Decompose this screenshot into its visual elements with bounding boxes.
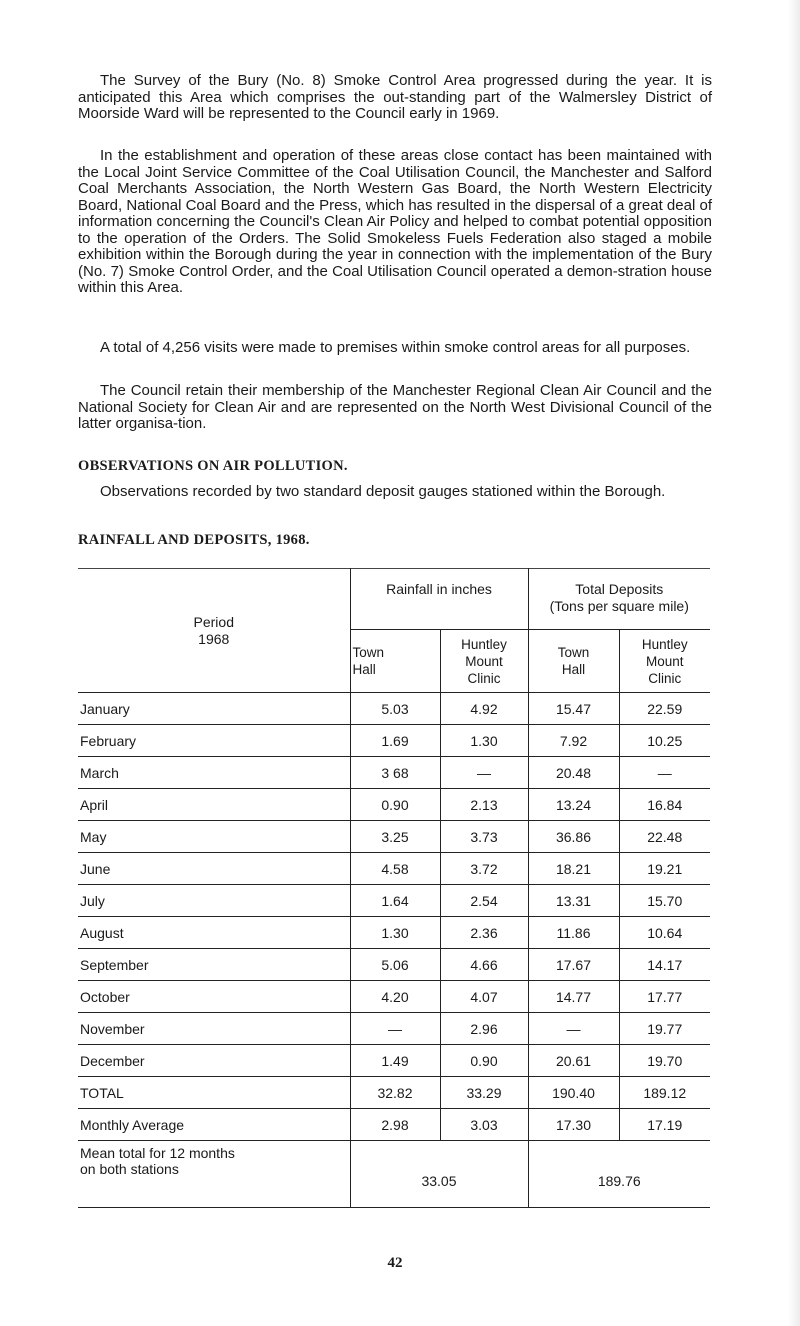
cell-dep-town-hall: 13.31	[528, 885, 619, 917]
cell-rain-huntley: 33.29	[440, 1077, 528, 1109]
cell-dep-town-hall: —	[528, 1013, 619, 1045]
header-period: Period 1968	[78, 569, 350, 693]
paragraph-observations: Observations recorded by two standard deposit gauges stationed within the Borough.	[100, 483, 666, 500]
cell-period: March	[78, 757, 350, 789]
cell-period: April	[78, 789, 350, 821]
subheader-dep-huntley: Huntley Mount Clinic	[619, 630, 710, 693]
cell-rain-huntley: 1.30	[440, 725, 528, 757]
subheader-rain-town-hall: Town Hall	[350, 630, 440, 693]
table-row	[78, 853, 710, 885]
table-header-row	[78, 569, 710, 630]
header-deposits: Total Deposits (Tons per square mile)	[528, 569, 710, 630]
cell-dep-huntley: 19.21	[619, 853, 710, 885]
cell-rain-town-hall: 1.69	[350, 725, 440, 757]
cell-dep-town-hall: 17.30	[528, 1109, 619, 1141]
header-rainfall: Rainfall in inches	[350, 569, 528, 630]
cell-dep-town-hall: 18.21	[528, 853, 619, 885]
paragraph-visits: A total of 4,256 visits were made to premises within smoke control areas for all purposes.	[100, 339, 691, 356]
cell-rain-huntley: 2.96	[440, 1013, 528, 1045]
cell-period: December	[78, 1045, 350, 1077]
cell-dep-town-hall: 15.47	[528, 693, 619, 725]
cell-rain-town-hall: 1.30	[350, 917, 440, 949]
cell-rain-town-hall: 32.82	[350, 1077, 440, 1109]
cell-dep-huntley: —	[619, 757, 710, 789]
cell-dep-town-hall: 11.86	[528, 917, 619, 949]
cell-dep-huntley: 22.59	[619, 693, 710, 725]
table-row	[78, 1077, 710, 1109]
rainfall-deposits-table	[78, 568, 710, 1208]
cell-period: January	[78, 693, 350, 725]
cell-period: August	[78, 917, 350, 949]
paragraph-membership: The Council retain their membership of the Manchester Regional Clean Air Council and the National Society for Clean Air and are represented on the North West Divisional Council of the latter organisa-tion.	[78, 382, 712, 432]
cell-dep-huntley: 22.48	[619, 821, 710, 853]
heading-rainfall: RAINFALL AND DEPOSITS, 1968.	[78, 532, 310, 548]
cell-rain-huntley: 4.07	[440, 981, 528, 1013]
cell-rain-town-hall: 0.90	[350, 789, 440, 821]
cell-dep-town-hall: 17.67	[528, 949, 619, 981]
cell-rain-town-hall: 1.64	[350, 885, 440, 917]
paragraph-survey: The Survey of the Bury (No. 8) Smoke Control Area progressed during the year. It is anticipated this Area which comprises the out-standing part of the Walmersley District of Moorside Ward will be represented to the Council early in 1969.	[78, 72, 712, 122]
mean-rainfall: 33.05	[350, 1141, 528, 1208]
cell-dep-huntley: 10.64	[619, 917, 710, 949]
cell-period: November	[78, 1013, 350, 1045]
cell-dep-huntley: 19.70	[619, 1045, 710, 1077]
cell-rain-town-hall: 3 68	[350, 757, 440, 789]
table-row	[78, 885, 710, 917]
table-row-mean	[78, 1141, 710, 1208]
cell-dep-town-hall: 13.24	[528, 789, 619, 821]
table-row	[78, 1109, 710, 1141]
mean-deposits: 189.76	[528, 1141, 710, 1208]
cell-dep-huntley: 17.19	[619, 1109, 710, 1141]
cell-rain-town-hall: 5.03	[350, 693, 440, 725]
subheader-dep-town-hall: Town Hall	[528, 630, 619, 693]
cell-rain-huntley: 2.36	[440, 917, 528, 949]
cell-period: May	[78, 821, 350, 853]
table-row	[78, 757, 710, 789]
cell-dep-huntley: 17.77	[619, 981, 710, 1013]
cell-dep-huntley: 16.84	[619, 789, 710, 821]
cell-period: TOTAL	[78, 1077, 350, 1109]
cell-rain-town-hall: 4.58	[350, 853, 440, 885]
cell-period: February	[78, 725, 350, 757]
table-row	[78, 1013, 710, 1045]
table-row	[78, 949, 710, 981]
cell-period: October	[78, 981, 350, 1013]
cell-dep-huntley: 15.70	[619, 885, 710, 917]
cell-period: Monthly Average	[78, 1109, 350, 1141]
table-row	[78, 789, 710, 821]
cell-dep-town-hall: 7.92	[528, 725, 619, 757]
cell-period: September	[78, 949, 350, 981]
cell-period: June	[78, 853, 350, 885]
cell-dep-huntley: 189.12	[619, 1077, 710, 1109]
mean-label: Mean total for 12 months on both stations	[78, 1141, 350, 1208]
heading-observations: OBSERVATIONS ON AIR POLLUTION.	[78, 458, 348, 474]
table-row	[78, 981, 710, 1013]
cell-rain-town-hall: 5.06	[350, 949, 440, 981]
subheader-rain-huntley: Huntley Mount Clinic	[440, 630, 528, 693]
cell-dep-huntley: 19.77	[619, 1013, 710, 1045]
cell-rain-huntley: 3.72	[440, 853, 528, 885]
cell-rain-huntley: 2.54	[440, 885, 528, 917]
table-row	[78, 693, 710, 725]
cell-rain-huntley: 4.66	[440, 949, 528, 981]
cell-rain-town-hall: —	[350, 1013, 440, 1045]
cell-rain-huntley: 4.92	[440, 693, 528, 725]
cell-period: July	[78, 885, 350, 917]
cell-dep-town-hall: 190.40	[528, 1077, 619, 1109]
cell-dep-town-hall: 20.48	[528, 757, 619, 789]
page-edge-shadow	[788, 0, 800, 1326]
table-row	[78, 821, 710, 853]
cell-rain-town-hall: 2.98	[350, 1109, 440, 1141]
cell-dep-huntley: 14.17	[619, 949, 710, 981]
cell-dep-town-hall: 20.61	[528, 1045, 619, 1077]
cell-rain-huntley: —	[440, 757, 528, 789]
cell-rain-huntley: 3.03	[440, 1109, 528, 1141]
cell-dep-town-hall: 14.77	[528, 981, 619, 1013]
cell-rain-huntley: 2.13	[440, 789, 528, 821]
cell-rain-town-hall: 3.25	[350, 821, 440, 853]
cell-rain-town-hall: 1.49	[350, 1045, 440, 1077]
cell-rain-town-hall: 4.20	[350, 981, 440, 1013]
page-number: 42	[387, 1255, 403, 1271]
table-body	[78, 693, 710, 1141]
table-row	[78, 917, 710, 949]
cell-dep-huntley: 10.25	[619, 725, 710, 757]
table-row	[78, 725, 710, 757]
cell-rain-huntley: 3.73	[440, 821, 528, 853]
cell-dep-town-hall: 36.86	[528, 821, 619, 853]
paragraph-establishment: In the establishment and operation of these areas close contact has been maintained with the Local Joint Service Committee of the Coal Utilisation Council, the Manchester and Salford Coal Merchants Association, the North Western Gas Board, the North Western Electricity Board, National Coal Board and the Press, which has resulted in the dispersal of a great deal of information concerning the Council's Clean Air Policy and helped to combat potential opposition to the operation of the Orders. The Solid Smokeless Fuels Federation also staged a mobile exhibition within the Borough during the year in connection with the implementation of the Bury (No. 7) Smoke Control Order, and the Coal Utilisation Council operated a demon-stration house within this Area.	[78, 147, 712, 296]
cell-rain-huntley: 0.90	[440, 1045, 528, 1077]
table-row	[78, 1045, 710, 1077]
